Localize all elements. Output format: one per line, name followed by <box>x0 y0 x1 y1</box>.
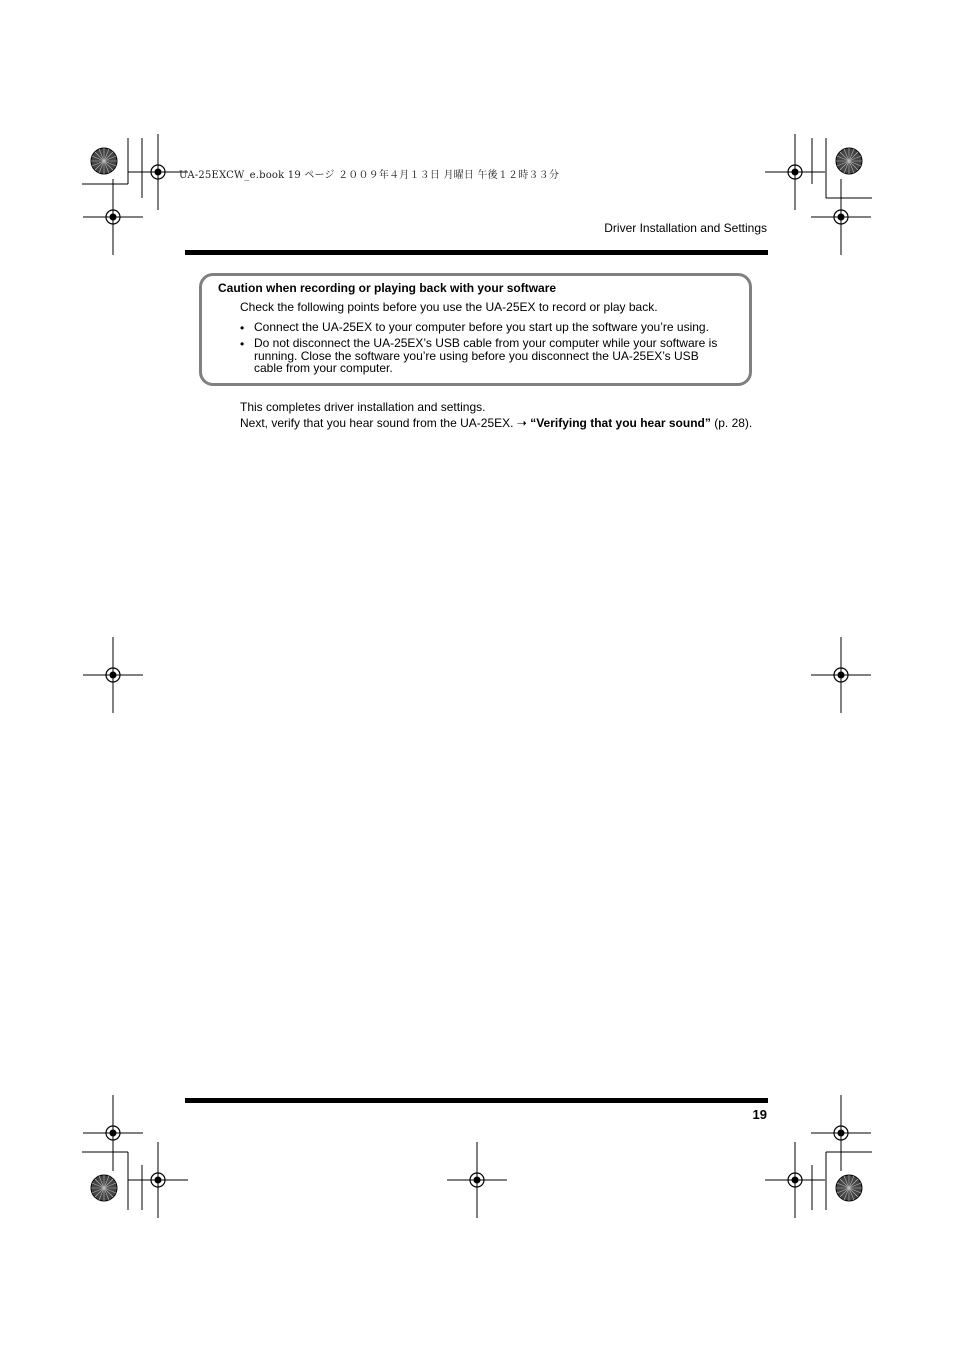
print-slug: UA-25EXCW_e.book 19 ページ ２００９年４月１３日 月曜日 午後１２時３３分 <box>179 170 560 181</box>
caution-intro: Check the following points before you use the UA-25EX to record or play back. <box>240 300 658 314</box>
caution-title: Caution when recording or playing back with your software <box>218 281 557 295</box>
bullet-text: Connect the UA-25EX to your computer before you start up the software you’re using. <box>254 320 709 334</box>
header-rule <box>185 250 768 255</box>
bullet-mark: • <box>240 321 245 335</box>
footer-rule <box>185 1098 768 1103</box>
page-number: 19 <box>752 1107 767 1122</box>
cross-reference-link[interactable]: “Verifying that you hear sound” <box>530 416 711 430</box>
page-reference: (p. 28). <box>710 416 753 430</box>
next-step-text <box>240 416 752 430</box>
bullet-mark: • <box>240 337 245 351</box>
next-step-prefix: Next, verify that you hear sound from the UA-25EX. ➝ <box>240 416 531 430</box>
completion-text: This completes driver installation and settings. <box>240 400 486 414</box>
running-head: Driver Installation and Settings <box>604 221 767 235</box>
bullet-text: Do not disconnect the UA-25EX’s USB cable from your computer while your software is running. Close the software you’re using before you disconnect the UA-25EX’s USB cable from your computer. <box>254 336 718 376</box>
